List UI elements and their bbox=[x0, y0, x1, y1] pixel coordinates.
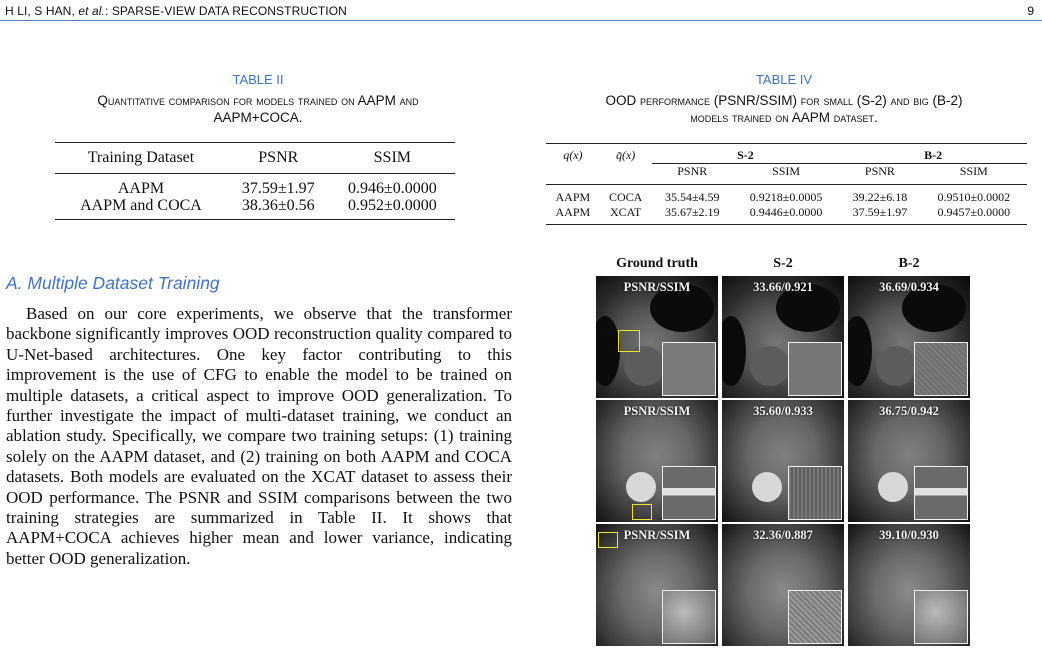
metric-label: PSNR/SSIM bbox=[623, 404, 691, 418]
short-title: : SPARSE-VIEW DATA RECONSTRUCTION bbox=[104, 4, 347, 18]
ct-panel bbox=[596, 400, 718, 522]
zoom-inset bbox=[914, 590, 968, 644]
section-paragraph: Based on our core experiments, we observe that the transformer backbone significantly improves OOD reconstruction quality compared to U-Net-based architectures. One key factor contributing to this improvement is the use of CFG to enable the model to be trained on multiple datasets, a critical aspect to improve OOD generalization. To further investigate the impact of multi-dataset training, we conduct an ablation study. Specifically, we compare two training setups: (1) training solely on the AAPM dataset, and (2) training on both AAPM and COCA datasets. Both models are evaluated on the XCAT dataset to assess their OOD performance. The PSNR and SSIM comparisons between the two training strategies are summarized in Table II. It shows that AAPM+COCA achieves higher mean and lower variance, indicating better OOD generalization. bbox=[6, 304, 512, 568]
section-heading: A. Multiple Dataset Training bbox=[6, 273, 220, 293]
table2 bbox=[55, 142, 455, 220]
body-text bbox=[6, 304, 512, 569]
ct-panel bbox=[596, 276, 718, 398]
zoom-inset bbox=[662, 466, 716, 520]
zoom-region-box bbox=[632, 504, 652, 520]
table4-group-b2: B-2 bbox=[839, 144, 1027, 164]
table2-cell: 37.59±1.97 bbox=[241, 180, 315, 197]
table4-cell: 37.59±1.97 bbox=[852, 205, 908, 219]
table4-cell: 0.9510±0.0002 bbox=[937, 190, 1011, 204]
running-header bbox=[0, 0, 1042, 22]
table4-cell: COCA bbox=[608, 190, 643, 204]
authors: H LI, S HAN, bbox=[5, 4, 79, 18]
table4-group-row bbox=[546, 144, 1027, 164]
ct-panel bbox=[722, 276, 844, 398]
table4-cell: 0.9446±0.0000 bbox=[749, 205, 823, 219]
table2-cell: 0.946±0.0000 bbox=[347, 180, 437, 197]
table4-sub-psnr: PSNR bbox=[864, 164, 895, 178]
ct-panel bbox=[596, 524, 718, 646]
table2-col-ssim: SSIM bbox=[373, 149, 411, 166]
metric-label: 33.66/0.921 bbox=[753, 280, 813, 294]
table4-col-qbar: q̄(x) bbox=[615, 148, 636, 162]
ct-panel bbox=[722, 524, 844, 646]
table2-caption-line2: AAPM+COCA. bbox=[213, 110, 303, 125]
figure-col-ground-truth: Ground truth bbox=[616, 256, 698, 271]
zoom-inset bbox=[662, 590, 716, 644]
metric-label: 32.36/0.887 bbox=[753, 528, 813, 542]
table4-cell: AAPM bbox=[555, 205, 591, 219]
table4-cell: 35.67±2.19 bbox=[664, 205, 720, 219]
table2-caption bbox=[5, 92, 511, 126]
metric-label: 36.75/0.942 bbox=[879, 404, 939, 418]
ct-panel bbox=[848, 400, 970, 522]
table-row bbox=[55, 197, 455, 220]
table2-col-dataset: Training Dataset bbox=[87, 149, 195, 166]
table2-col-psnr: PSNR bbox=[258, 149, 299, 166]
zoom-inset bbox=[788, 466, 842, 520]
et-al: et al. bbox=[78, 4, 105, 18]
running-title bbox=[5, 4, 347, 18]
metric-label: 35.60/0.933 bbox=[753, 404, 813, 418]
ct-panel bbox=[848, 276, 970, 398]
table4-cell: 39.22±6.18 bbox=[852, 190, 908, 204]
table4-sub-ssim: SSIM bbox=[772, 164, 801, 178]
zoom-inset bbox=[788, 342, 842, 396]
table4-sub-psnr: PSNR bbox=[677, 164, 708, 178]
table4-label: TABLE IV bbox=[755, 72, 813, 87]
ct-comparison-figure bbox=[596, 256, 971, 660]
table4-caption-line2: models trained on AAPM dataset. bbox=[690, 110, 878, 125]
metric-label: 39.10/0.930 bbox=[879, 528, 939, 542]
table2-cell: AAPM and COCA bbox=[80, 197, 202, 214]
metric-label: PSNR/SSIM bbox=[623, 528, 691, 542]
table-row bbox=[55, 174, 455, 198]
table2-header-row bbox=[55, 143, 455, 174]
table4-cell: 35.54±4.59 bbox=[664, 190, 720, 204]
table4-col-q: q(x) bbox=[563, 148, 583, 162]
ct-panel bbox=[848, 524, 970, 646]
table-row bbox=[546, 205, 1027, 225]
table2-cell: 38.36±0.56 bbox=[241, 197, 315, 214]
zoom-inset bbox=[914, 342, 968, 396]
zoom-inset bbox=[914, 466, 968, 520]
table2-cell: 0.952±0.0000 bbox=[347, 197, 437, 214]
table4-cell: AAPM bbox=[555, 190, 591, 204]
metric-label: PSNR/SSIM bbox=[623, 280, 691, 294]
table-row bbox=[546, 185, 1027, 206]
table4-cell: XCAT bbox=[609, 205, 642, 219]
zoom-inset bbox=[788, 590, 842, 644]
table4-caption-line1: OOD performance (PSNR/SSIM) for small (S-2) and big (B-2) bbox=[605, 93, 963, 108]
table4-cell: 0.9457±0.0000 bbox=[937, 205, 1011, 219]
header-rule bbox=[0, 20, 1042, 21]
table2-caption-line1: Quantitative comparison for models trained on AAPM and bbox=[97, 93, 419, 108]
ct-panel bbox=[722, 400, 844, 522]
table2-label: TABLE II bbox=[232, 72, 284, 87]
figure-col-b2: B-2 bbox=[898, 256, 920, 271]
zoom-region-box bbox=[618, 330, 640, 352]
table4-caption bbox=[530, 92, 1038, 126]
table2-cell: AAPM bbox=[117, 180, 165, 197]
table4-cell: 0.9218±0.0005 bbox=[749, 190, 823, 204]
figure-col-s2: S-2 bbox=[773, 256, 793, 271]
table4 bbox=[546, 143, 1027, 225]
table4-sub-ssim: SSIM bbox=[959, 164, 988, 178]
table4-group-s2: S-2 bbox=[652, 144, 840, 164]
page-number: 9 bbox=[1027, 4, 1034, 18]
zoom-inset bbox=[662, 342, 716, 396]
metric-label: 36.69/0.934 bbox=[879, 280, 939, 294]
